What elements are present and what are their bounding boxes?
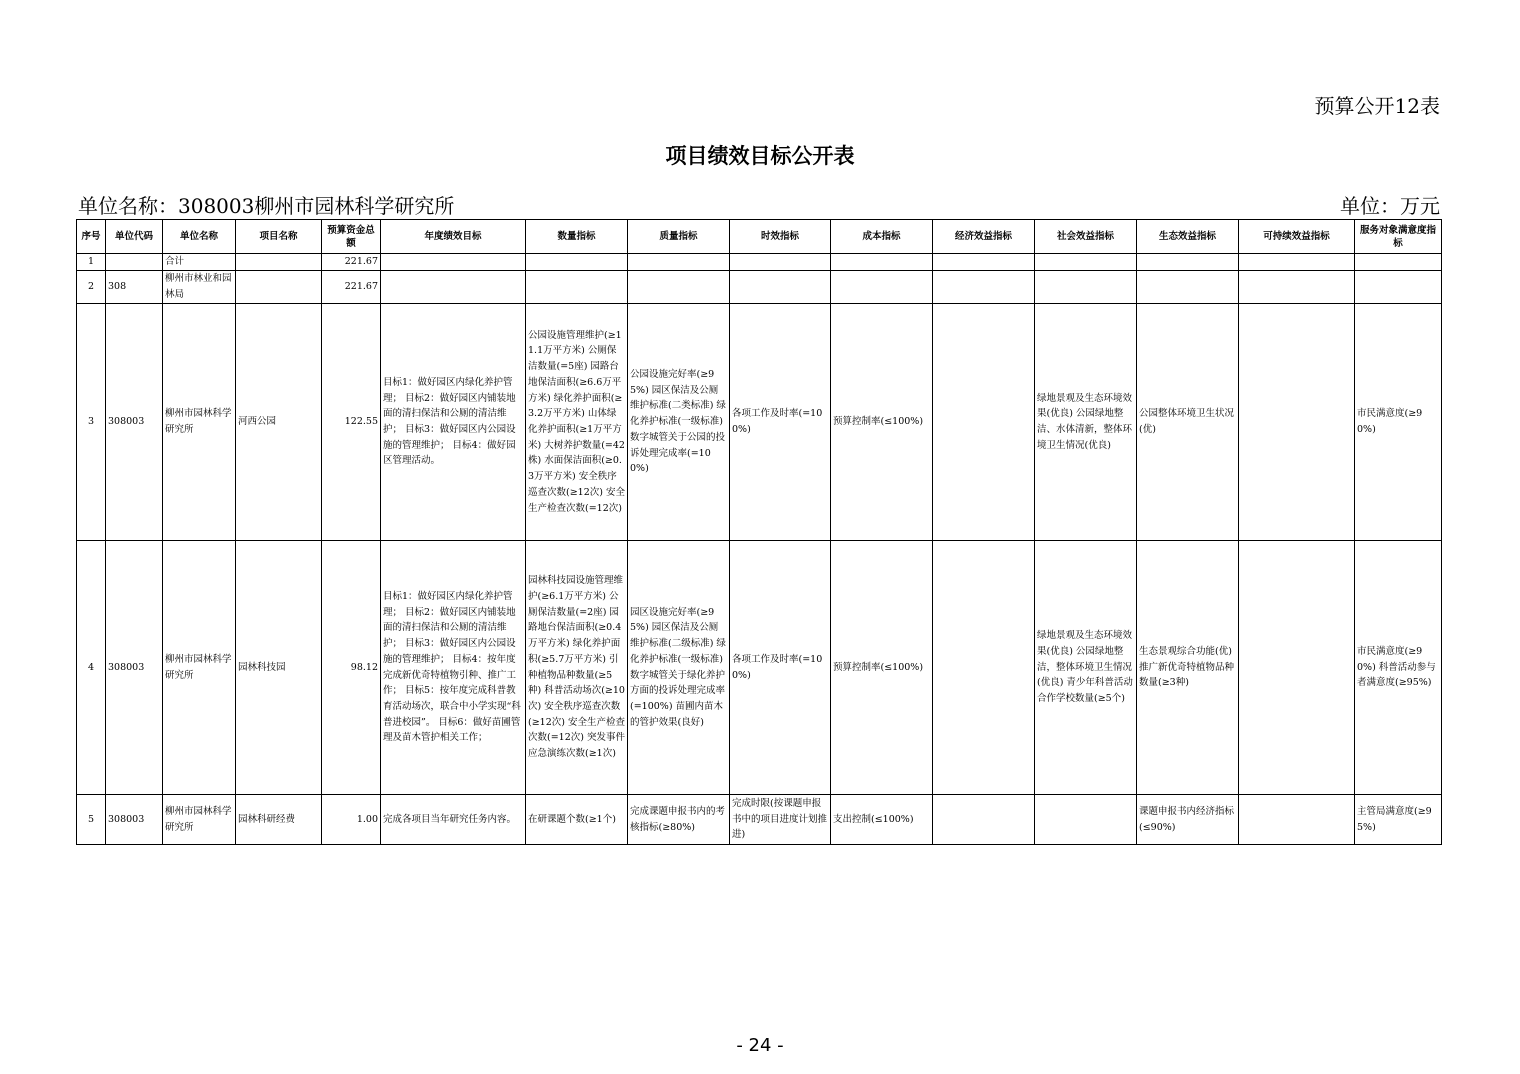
cell-cost	[831, 254, 933, 271]
table-row	[77, 254, 1442, 271]
col-header-unit-code: 单位代码	[106, 220, 163, 254]
currency-unit-label: 单位：万元	[1340, 194, 1440, 218]
col-header-social: 社会效益指标	[1035, 220, 1137, 254]
cell-economic	[933, 254, 1035, 271]
cell-unit-code: 308003	[106, 304, 163, 541]
cell-annual-goal	[381, 271, 526, 304]
cell-sustainable	[1239, 541, 1355, 795]
cell-ecological: 课题申报书内经济指标(≤90%)	[1137, 795, 1239, 845]
cell-ecological	[1137, 254, 1239, 271]
cell-quantity: 公园设施管理维护(≥11.1万平方米) 公厕保洁数量(=5座) 园路台地保洁面积(≥6.6万平方米) 绿化养护面积(≥3.2万平方米) 山体绿化养护面积(≥1万平方米) 大树养护数量(=42株) 水面保洁面积(≥0.3万平方米) 安全秩序巡查次数(≥12次) 安全生产检查次数(=12次)	[526, 304, 628, 541]
cell-ecological: 生态景观综合功能(优) 推广新优奇特植物品种数量(≥3种)	[1137, 541, 1239, 795]
cell-social: 绿地景观及生态环境效果(优良) 公园绿地整洁，整体环境卫生情况(优良) 青少年科普活动合作学校数量(≥5个)	[1035, 541, 1137, 795]
cell-quality: 公园设施完好率(≥95%) 园区保洁及公厕维护标准(二类标准) 绿化养护标准(一级标准) 数字城管关于公园的投诉处理完成率(=100%)	[628, 304, 730, 541]
cell-seq: 5	[77, 795, 106, 845]
cell-satisfaction: 市民满意度(≥90%) 科普活动参与者满意度(≥95%)	[1355, 541, 1442, 795]
cell-social	[1035, 795, 1137, 845]
col-header-economic: 经济效益指标	[933, 220, 1035, 254]
col-header-annual-goal: 年度绩效目标	[381, 220, 526, 254]
cell-quantity	[526, 271, 628, 304]
cell-unit-name: 柳州市林业和园林局	[163, 271, 236, 304]
cell-budget-amount: 98.12	[322, 541, 381, 795]
cell-cost: 预算控制率(≤100%)	[831, 541, 933, 795]
cell-annual-goal	[381, 254, 526, 271]
cell-economic	[933, 271, 1035, 304]
cell-sustainable	[1239, 304, 1355, 541]
cell-ecological	[1137, 271, 1239, 304]
unit-name: 单位名称：308003柳州市园林科学研究所	[78, 194, 455, 218]
cell-satisfaction: 市民满意度(≥90%)	[1355, 304, 1442, 541]
cell-quality	[628, 254, 730, 271]
table-row	[77, 304, 1442, 541]
cell-cost	[831, 271, 933, 304]
cell-seq: 3	[77, 304, 106, 541]
col-header-cost: 成本指标	[831, 220, 933, 254]
col-header-satisfaction: 服务对象满意度指标	[1355, 220, 1442, 254]
cell-unit-name: 柳州市园林科学研究所	[163, 795, 236, 845]
cell-satisfaction	[1355, 254, 1442, 271]
table-row	[77, 541, 1442, 795]
cell-sustainable	[1239, 795, 1355, 845]
cell-unit-code: 308003	[106, 541, 163, 795]
cell-unit-code: 308	[106, 271, 163, 304]
table-row	[77, 795, 1442, 845]
cell-project-name	[236, 254, 322, 271]
page-number: - 24 -	[736, 1035, 784, 1056]
cell-economic	[933, 795, 1035, 845]
cell-unit-name: 柳州市园林科学研究所	[163, 304, 236, 541]
table-row	[77, 271, 1442, 304]
cell-annual-goal: 目标1：做好园区内绿化养护管理； 目标2：做好园区内铺装地面的清扫保洁和公厕的清洁维护； 目标3：做好园区内公园设施的管理维护； 目标4：做好园区管理活动。	[381, 304, 526, 541]
cell-satisfaction: 主管局满意度(≥95%)	[1355, 795, 1442, 845]
col-header-timeliness: 时效指标	[730, 220, 831, 254]
cell-cost: 支出控制(≤100%)	[831, 795, 933, 845]
cell-social	[1035, 254, 1137, 271]
cell-unit-name: 合计	[163, 254, 236, 271]
cell-budget-amount: 221.67	[322, 254, 381, 271]
cell-unit-code: 308003	[106, 795, 163, 845]
cell-timeliness: 各项工作及时率(=100%)	[730, 304, 831, 541]
col-header-ecological: 生态效益指标	[1137, 220, 1239, 254]
cell-timeliness	[730, 254, 831, 271]
cell-quantity	[526, 254, 628, 271]
cell-social: 绿地景观及生态环境效果(优良) 公园绿地整洁、水体清新，整体环境卫生情况(优良)	[1035, 304, 1137, 541]
cell-project-name	[236, 271, 322, 304]
table-label: 预算公开12表	[1314, 94, 1440, 118]
cell-budget-amount: 122.55	[322, 304, 381, 541]
cell-quantity: 园林科技园设施管理维护(≥6.1万平方米) 公厕保洁数量(=2座) 园路地台保洁面积(≥0.4万平方米) 绿化养护面积(≥5.7万平方米) 引种植物品种数量(≥5种) 科普活动场次(≥10次) 安全秩序巡查次数(≥12次) 安全生产检查次数(=12次) 突发事件应急演练次数(≥1次)	[526, 541, 628, 795]
cell-economic	[933, 304, 1035, 541]
col-header-unit-name: 单位名称	[163, 220, 236, 254]
cell-timeliness	[730, 271, 831, 304]
cell-seq: 1	[77, 254, 106, 271]
cell-timeliness: 完成时限(按课题申报书中的项目进度计划推进)	[730, 795, 831, 845]
cell-project-name: 园林科技园	[236, 541, 322, 795]
cell-project-name: 园林科研经费	[236, 795, 322, 845]
cell-seq: 4	[77, 541, 106, 795]
cell-timeliness: 各项工作及时率(=100%)	[730, 541, 831, 795]
cell-quality	[628, 271, 730, 304]
cell-economic	[933, 541, 1035, 795]
col-header-project-name: 项目名称	[236, 220, 322, 254]
cell-quality: 完成课题申报书内的考核指标(≥80%)	[628, 795, 730, 845]
col-header-quality: 质量指标	[628, 220, 730, 254]
cell-sustainable	[1239, 271, 1355, 304]
cell-unit-code	[106, 254, 163, 271]
cell-satisfaction	[1355, 271, 1442, 304]
cell-budget-amount: 221.67	[322, 271, 381, 304]
cell-quantity: 在研课题个数(≥1个)	[526, 795, 628, 845]
cell-budget-amount: 1.00	[322, 795, 381, 845]
cell-annual-goal: 目标1：做好园区内绿化养护管理； 目标2：做好园区内铺装地面的清扫保洁和公厕的清洁维护； 目标3：做好园区内公园设施的管理维护； 目标4：按年度完成新优奇特植物引种、推广工作； 目标5：按年度完成科普教育活动场次，联合中小学实现“科普进校园”。 目标6：做好苗圃管理及苗木管护相关工作；	[381, 541, 526, 795]
col-header-sustainable: 可持续效益指标	[1239, 220, 1355, 254]
table-header-row	[77, 220, 1442, 254]
cell-quality: 园区设施完好率(≥95%) 园区保洁及公厕维护标准(二级标准) 绿化养护标准(一级标准) 数字城管关于绿化养护方面的投诉处理完成率(=100%) 苗圃内苗木的管护效果(良好)	[628, 541, 730, 795]
col-header-seq: 序号	[77, 220, 106, 254]
cell-seq: 2	[77, 271, 106, 304]
cell-ecological: 公园整体环境卫生状况(优)	[1137, 304, 1239, 541]
cell-sustainable	[1239, 254, 1355, 271]
cell-project-name: 河西公园	[236, 304, 322, 541]
page-title: 项目绩效目标公开表	[665, 144, 855, 168]
cell-unit-name: 柳州市园林科学研究所	[163, 541, 236, 795]
performance-goals-table	[76, 219, 1442, 845]
col-header-quantity: 数量指标	[526, 220, 628, 254]
cell-social	[1035, 271, 1137, 304]
cell-annual-goal: 完成各项目当年研究任务内容。	[381, 795, 526, 845]
cell-cost: 预算控制率(≤100%)	[831, 304, 933, 541]
col-header-budget-amount: 预算资金总额	[322, 220, 381, 254]
